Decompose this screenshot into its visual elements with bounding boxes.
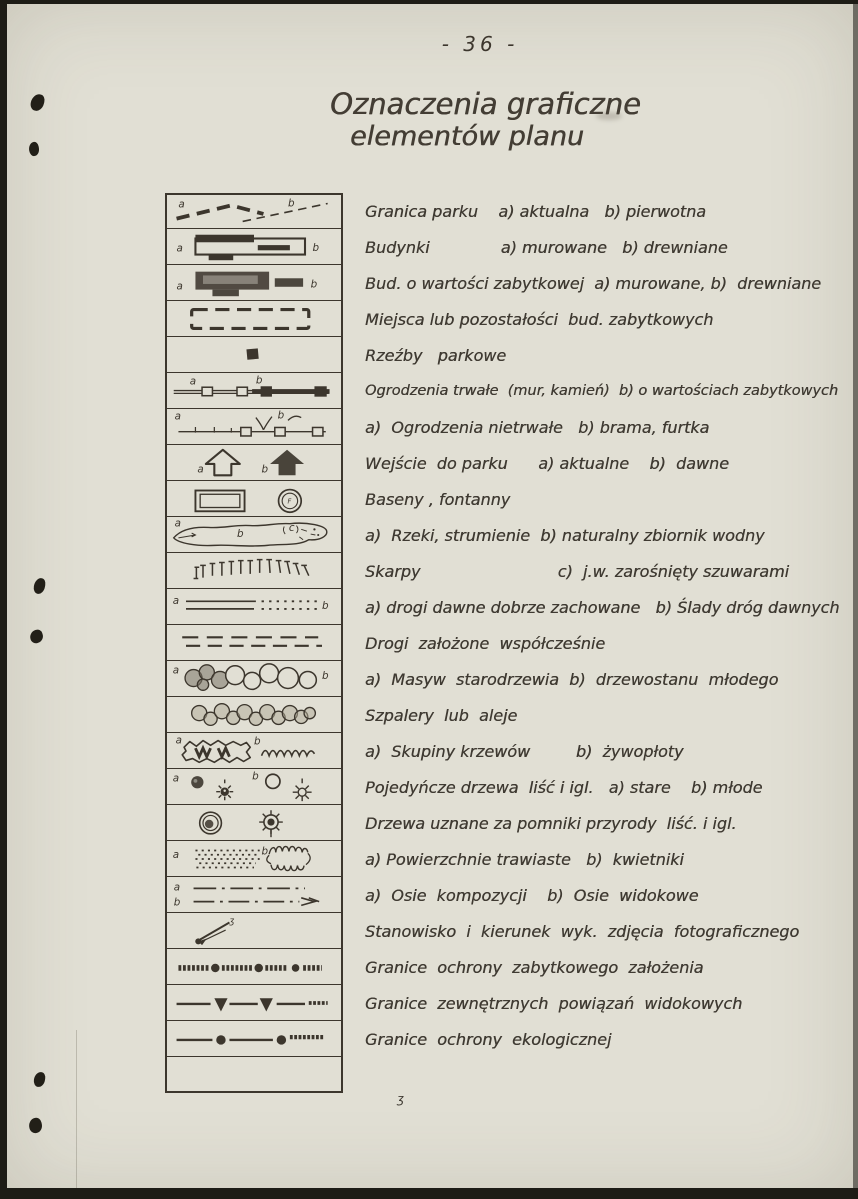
symbol-empty-cell	[165, 1057, 343, 1093]
symbol-permanent-fence-cell	[165, 373, 343, 409]
symbol-tree-massif-clouds-cell	[165, 661, 343, 697]
legend-description: Baseny , fontanny	[365, 489, 511, 509]
page-title-line1: Oznaczenia graficzne	[330, 87, 641, 121]
symbol-park-entrance-arrows-cell	[165, 445, 343, 481]
symbol-sublabel: ʒ	[229, 915, 235, 926]
legend-description: Skarpy c) j.w. zarośnięty szuwarami	[365, 561, 790, 581]
legend-description: a) Ogrodzenia nietrwałe b) brama, furtka	[365, 417, 710, 437]
legend-description: Szpalery lub aleje	[365, 705, 518, 725]
symbol-sublabel: a	[175, 733, 182, 746]
symbol-grass-and-flowerbeds-cell	[165, 841, 343, 877]
legend-description: Pojedyńcze drzewa liść i igl. a) stare b) młode	[365, 777, 763, 797]
legend-row	[165, 625, 840, 661]
symbol-sublabel: c	[288, 521, 295, 534]
buildings-icon	[168, 230, 340, 264]
shrub-groups-hedges-icon	[168, 734, 340, 768]
symbol-view-connection-boundary-cell	[165, 985, 343, 1021]
ecological-protection-boundary-icon	[168, 1022, 340, 1056]
symbol-historic-building-remains-cell	[165, 301, 343, 337]
legend-description: Granice ochrony zabytkowego założenia	[365, 957, 704, 977]
symbol-sublabel: a	[176, 242, 183, 255]
symbol-sublabel: a	[172, 848, 180, 861]
symbol-sublabel: b	[322, 599, 329, 612]
symbol-sublabel: a	[178, 197, 185, 210]
composition-view-axes-icon	[168, 878, 340, 912]
legend-row	[165, 985, 840, 1021]
temporary-fence-gate-icon	[168, 410, 340, 444]
scan-edge-top	[0, 0, 858, 4]
legend-row	[165, 877, 840, 913]
legend-row	[165, 409, 840, 445]
symbol-old-roads-and-traces-cell	[165, 589, 343, 625]
legend-description: Rzeźby parkowe	[365, 345, 507, 365]
modern-roads-dashed-icon	[168, 626, 340, 660]
legend-row	[165, 697, 840, 733]
symbol-sublabel: a	[172, 594, 180, 607]
paper-crease	[76, 1030, 77, 1199]
legend-row	[165, 661, 840, 697]
symbol-sublabel: a	[197, 462, 204, 475]
pool-fountain-icon	[168, 482, 340, 516]
view-connection-boundary-icon	[168, 986, 340, 1020]
symbol-sublabel: a	[174, 409, 182, 422]
legend-description: a) Masyw starodrzewia b) drzewostanu młodego	[365, 669, 779, 689]
symbol-sublabel: b	[310, 278, 318, 291]
legend-row	[165, 445, 840, 481]
park-entrance-arrows-icon	[168, 446, 340, 480]
symbol-sublabel: F	[287, 497, 292, 506]
symbol-park-boundary-dashes-cell	[165, 193, 343, 229]
symbol-ecological-protection-boundary-cell	[165, 1021, 343, 1057]
symbol-sublabel: b	[173, 895, 181, 908]
legend-row	[165, 733, 840, 769]
legend-row	[165, 1057, 840, 1093]
punch-hole-mark	[33, 577, 47, 595]
symbol-sublabel: b	[261, 844, 269, 857]
legend-row	[165, 301, 840, 337]
legend-description: a) Rzeki, strumienie b) naturalny zbiornik wodny	[365, 525, 765, 545]
legend-description: Miejsca lub pozostałości bud. zabytkowych	[365, 309, 714, 329]
old-roads-and-traces-icon	[168, 590, 340, 624]
legend-description: a) Skupiny krzewów b) żywopłoty	[365, 741, 684, 761]
scan-edge-left	[0, 0, 7, 1199]
symbol-sublabel: b	[322, 669, 329, 682]
symbol-escarpment-hatching-cell	[165, 553, 343, 589]
symbol-historic-protection-boundary-cell	[165, 949, 343, 985]
symbol-shrub-groups-hedges-cell	[165, 733, 343, 769]
legend-row	[165, 373, 840, 409]
legend-description: Budynki a) murowane b) drewniane	[365, 237, 728, 257]
single-trees-icon	[168, 770, 340, 804]
symbol-composition-view-axes-cell	[165, 877, 343, 913]
punch-hole-mark	[33, 1071, 46, 1087]
symbol-sublabel: b	[255, 373, 263, 386]
legend-row	[165, 589, 840, 625]
legend-description: a) drogi dawne dobrze zachowane b) Ślady dróg dawnych	[365, 597, 840, 617]
legend-row	[165, 805, 840, 841]
legend-description: Drzewa uznane za pomniki przyrody liść. i igl.	[365, 813, 737, 833]
legend-row	[165, 481, 840, 517]
legend-description: Drogi założone współcześnie	[365, 633, 606, 653]
legend-row	[165, 517, 840, 553]
symbol-pool-fountain-cell	[165, 481, 343, 517]
symbol-sublabel: a	[172, 663, 180, 676]
legend-row	[165, 265, 840, 301]
scan-edge-bottom	[0, 1188, 858, 1199]
tree-massif-clouds-icon	[168, 662, 340, 696]
legend-description: a) Powierzchnie trawiaste b) kwietniki	[365, 849, 684, 869]
tree-rows-alleys-icon	[168, 698, 340, 732]
symbol-river-waterbody-cell	[165, 517, 343, 553]
symbol-sublabel: a	[173, 880, 181, 893]
photo-position-arrow-icon	[168, 914, 340, 948]
legend-description: Ogrodzenia trwałe (mur, kamień) b) o wartościach zabytkowych	[365, 383, 839, 399]
legend-row	[165, 193, 840, 229]
grass-and-flowerbeds-icon	[168, 842, 340, 876]
symbol-sublabel: b	[312, 241, 320, 254]
monument-trees-icon	[168, 806, 340, 840]
punch-hole-mark	[27, 1117, 43, 1135]
symbol-buildings-cell	[165, 229, 343, 265]
punch-hole-mark	[29, 93, 46, 113]
legend-row	[165, 913, 840, 949]
punch-hole-mark	[28, 141, 40, 157]
symbol-temporary-fence-gate-cell	[165, 409, 343, 445]
legend-row	[165, 553, 840, 589]
escarpment-hatching-icon	[168, 554, 340, 588]
symbol-sublabel: a	[189, 374, 197, 387]
page-number: - 36 -	[441, 32, 519, 56]
symbol-single-trees-cell	[165, 769, 343, 805]
park-boundary-dashes-icon	[168, 195, 340, 229]
legend-row	[165, 769, 840, 805]
legend-row	[165, 949, 840, 985]
symbol-sublabel: b	[261, 462, 269, 475]
legend-description: a) Osie kompozycji b) Osie widokowe	[365, 885, 699, 905]
symbol-sublabel: b	[254, 734, 261, 747]
symbol-photo-position-arrow-cell	[165, 913, 343, 949]
legend-description: Wejście do parku a) aktualne b) dawne	[365, 453, 729, 473]
punch-hole-mark	[28, 628, 44, 644]
historic-protection-boundary-icon	[168, 950, 340, 984]
legend-description: Granice ochrony ekologicznej	[365, 1029, 612, 1049]
symbol-sublabel: a	[172, 771, 180, 784]
legend-table	[165, 193, 840, 1093]
permanent-fence-icon	[168, 374, 340, 408]
symbol-sublabel: a	[174, 517, 182, 529]
symbol-monument-trees-cell	[165, 805, 343, 841]
symbol-park-sculpture-cell	[165, 337, 343, 373]
historic-building-remains-icon	[168, 302, 340, 336]
page-title	[330, 88, 641, 152]
symbol-modern-roads-dashed-cell	[165, 625, 343, 661]
scan-smudge	[596, 112, 622, 120]
legend-description: Stanowisko i kierunek wyk. zdjęcia fotograficznego	[365, 921, 800, 941]
stray-pen-mark: ʒ	[397, 1092, 404, 1106]
legend-description: Granice zewnętrznych powiązań widokowych	[365, 993, 743, 1013]
park-sculpture-icon	[168, 338, 340, 372]
river-waterbody-icon	[168, 518, 340, 552]
symbol-sublabel: b	[237, 527, 244, 540]
legend-row	[165, 337, 840, 373]
symbol-sublabel: b	[277, 409, 285, 421]
symbol-tree-rows-alleys-cell	[165, 697, 343, 733]
legend-row	[165, 841, 840, 877]
legend-description: Granica parku a) aktualna b) pierwotna	[365, 201, 707, 221]
symbol-sublabel: a	[176, 280, 183, 293]
page-title-line2: elementów planu	[350, 121, 584, 153]
scan-edge-right	[853, 0, 858, 1199]
symbol-historic-buildings-cell	[165, 265, 343, 301]
symbol-sublabel: b	[288, 196, 295, 209]
symbol-sublabel: b	[252, 769, 259, 782]
legend-row	[165, 229, 840, 265]
legend-row	[165, 1021, 840, 1057]
historic-buildings-icon	[168, 266, 340, 300]
legend-description: Bud. o wartości zabytkowej a) murowane, b) drewniane	[365, 273, 822, 293]
